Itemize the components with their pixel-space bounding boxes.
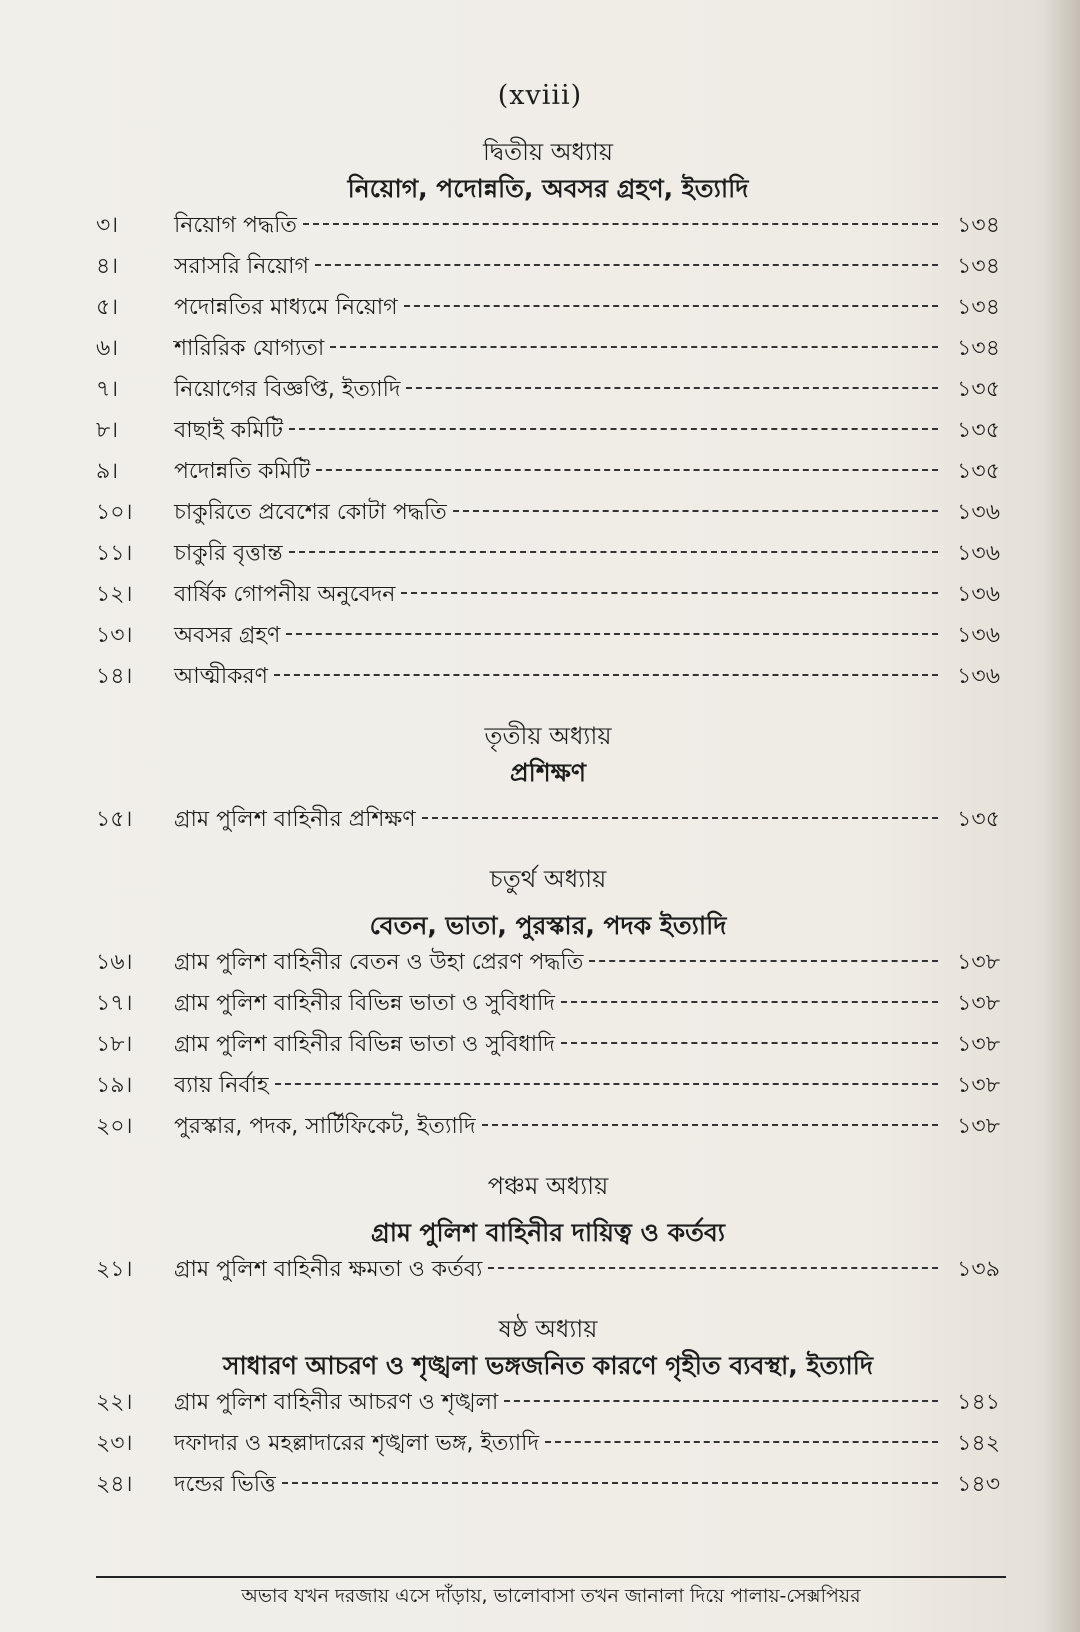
entry-title: পুরস্কার, পদক, সার্টিফিকেট, ইত্যাদি: [174, 1114, 476, 1139]
toc-entry: [96, 945, 1000, 986]
entry-page: ১৩৮: [957, 1073, 1000, 1098]
dotted-leader: [275, 1083, 938, 1085]
chapter-section: [96, 1168, 1000, 1293]
chapter-heading: পঞ্চম অধ্যায়: [487, 1172, 609, 1200]
entry-number: ২০।: [96, 1114, 133, 1139]
entry-number: ১৬।: [96, 950, 133, 975]
entry-number: ২২।: [96, 1390, 133, 1415]
entry-page: ১৪২: [957, 1431, 1000, 1456]
dotted-leader: [316, 469, 938, 471]
entry-number: ১৭।: [96, 991, 133, 1016]
entry-number: ৭।: [96, 377, 119, 402]
toc-entry: [96, 1068, 1000, 1109]
entry-page: ১৩৮: [957, 1032, 1000, 1057]
toc-entry: [96, 1027, 1000, 1068]
entry-title: শারিরিক যোগ্যতা: [174, 336, 325, 361]
entry-number: ২৩।: [96, 1431, 133, 1456]
entry-title: পদোন্নতি কমিটি: [174, 459, 311, 484]
entry-page: ১৩৫: [957, 459, 1000, 484]
dotted-leader: [401, 592, 938, 594]
dotted-leader: [488, 1267, 938, 1269]
toc-entry: [96, 331, 1000, 372]
dotted-leader: [303, 223, 938, 225]
dotted-leader: [545, 1441, 938, 1443]
entry-title: দন্ডের ভিত্তি: [174, 1472, 276, 1497]
entry-title: আত্মীকরণ: [174, 664, 268, 689]
entry-title: বার্ষিক গোপনীয় অনুবেদন: [174, 582, 396, 607]
entry-number: ২১।: [96, 1257, 133, 1282]
entry-title: সরাসরি নিয়োগ: [174, 254, 309, 279]
entry-title: চাকুরিতে প্রবেশের কোটা পদ্ধতি: [174, 500, 447, 525]
dotted-leader: [561, 1042, 938, 1044]
dotted-leader: [406, 387, 938, 389]
entry-number: ৯।: [96, 459, 119, 484]
dotted-leader: [453, 510, 938, 512]
toc-entry: [96, 1385, 1000, 1426]
page-number: (xviii): [497, 80, 583, 111]
entry-number: ৩।: [96, 213, 119, 238]
entry-page: ১৪৩: [957, 1472, 1000, 1497]
toc-entry: [96, 249, 1000, 290]
entry-title: নিয়োগের বিজ্ঞপ্তি, ইত্যাদি: [174, 377, 401, 402]
entry-title: গ্রাম পুলিশ বাহিনীর প্রশিক্ষণ: [174, 807, 416, 832]
toc-entry: [96, 577, 1000, 618]
entry-title: ব্যায় নির্বাহ: [174, 1073, 269, 1098]
toc-entry: [96, 536, 1000, 577]
dotted-leader: [330, 346, 938, 348]
toc-entry: [96, 986, 1000, 1027]
entry-page: ১৩৪: [957, 336, 1000, 361]
chapter-section: [96, 861, 1000, 1150]
chapter-subtitle: গ্রাম পুলিশ বাহিনীর দায়িত্ব ও কর্তব্য: [370, 1218, 726, 1247]
dotted-leader: [504, 1400, 938, 1402]
entry-title: দফাদার ও মহল্লাদারের শৃঙ্খলা ভঙ্গ, ইত্যাদি: [174, 1431, 540, 1456]
dotted-leader: [274, 674, 938, 676]
toc-entry: [96, 1467, 1000, 1508]
toc-entry: [96, 659, 1000, 700]
entry-title: গ্রাম পুলিশ বাহিনীর বিভিন্ন ভাতা ও সুবিধাদি: [174, 991, 555, 1016]
dotted-leader: [289, 428, 938, 430]
entry-page: ১৪১: [957, 1390, 1000, 1415]
dotted-leader: [561, 1001, 938, 1003]
toc-entry: [96, 495, 1000, 536]
entry-page: ১৩৪: [957, 295, 1000, 320]
page-edge-shadow: [1040, 0, 1080, 1632]
table-of-contents: [96, 134, 1000, 1508]
entry-page: ১৩৪: [957, 213, 1000, 238]
dotted-leader: [589, 960, 938, 962]
entry-page: ১৩৬: [957, 500, 1000, 525]
entry-number: ৬।: [96, 336, 119, 361]
chapter-subtitle: নিয়োগ, পদোন্নতি, অবসর গ্রহণ, ইত্যাদি: [347, 174, 749, 203]
chapter-section: [96, 1311, 1000, 1508]
entry-number: ১০।: [96, 500, 133, 525]
entry-number: ১৫।: [96, 807, 133, 832]
entry-number: ১২।: [96, 582, 133, 607]
entry-number: ২৪।: [96, 1472, 133, 1497]
entry-title: নিয়োগ পদ্ধতি: [174, 213, 297, 238]
chapter-heading: তৃতীয় অধ্যায়: [484, 722, 612, 750]
entry-title: গ্রাম পুলিশ বাহিনীর আচরণ ও শৃঙ্খলা: [174, 1390, 499, 1415]
chapter-section: [96, 718, 1000, 843]
entry-page: ১৩৬: [957, 541, 1000, 566]
dotted-leader: [482, 1124, 938, 1126]
entry-page: ১৩৮: [957, 991, 1000, 1016]
toc-entry: [96, 290, 1000, 331]
entry-number: ১৮।: [96, 1032, 133, 1057]
toc-entry: [96, 618, 1000, 659]
entry-title: চাকুরি বৃত্তান্ত: [174, 541, 283, 566]
entry-title: গ্রাম পুলিশ বাহিনীর বেতন ও উহা প্রেরণ পদ্ধতি: [174, 950, 584, 975]
dotted-leader: [404, 305, 938, 307]
dotted-leader: [315, 264, 938, 266]
footer-rule: [96, 1576, 1006, 1578]
entry-title: অবসর গ্রহণ: [174, 623, 281, 648]
entry-page: ১৩৪: [957, 254, 1000, 279]
entry-page: ১৩৬: [957, 582, 1000, 607]
toc-entry: [96, 208, 1000, 249]
entry-title: গ্রাম পুলিশ বাহিনীর ক্ষমতা ও কর্তব্য: [174, 1257, 483, 1282]
entry-number: ১৩।: [96, 623, 133, 648]
entry-title: পদোন্নতির মাধ্যমে নিয়োগ: [174, 295, 398, 320]
entry-page: ১৩৬: [957, 623, 1000, 648]
entry-page: ১৩৯: [957, 1257, 1000, 1282]
chapter-subtitle: সাধারণ আচরণ ও শৃঙ্খলা ভঙ্গজনিত কারণে গৃহীত ব্যবস্থা, ইত্যাদি: [222, 1351, 874, 1380]
toc-entry: [96, 1426, 1000, 1467]
toc-entry: [96, 454, 1000, 495]
toc-entry: [96, 1109, 1000, 1150]
toc-entry: [96, 413, 1000, 454]
dotted-leader: [282, 1482, 938, 1484]
dotted-leader: [422, 817, 938, 819]
chapter-heading: দ্বিতীয় অধ্যায়: [482, 138, 614, 166]
toc-entry: [96, 1252, 1000, 1293]
chapter-heading: ষষ্ঠ অধ্যায়: [498, 1315, 598, 1343]
entry-page: ১৩৫: [957, 807, 1000, 832]
dotted-leader: [286, 633, 938, 635]
entry-title: গ্রাম পুলিশ বাহিনীর বিভিন্ন ভাতা ও সুবিধাদি: [174, 1032, 555, 1057]
entry-number: ১৯।: [96, 1073, 133, 1098]
entry-number: ৮।: [96, 418, 119, 443]
chapter-heading: চতুর্থ অধ্যায়: [489, 865, 607, 893]
entry-page: ১৩৫: [957, 418, 1000, 443]
chapter-subtitle: বেতন, ভাতা, পুরস্কার, পদক ইত্যাদি: [369, 911, 727, 940]
entry-number: ৫।: [96, 295, 119, 320]
entry-page: ১৩৮: [957, 1114, 1000, 1139]
entry-page: ১৩৬: [957, 664, 1000, 689]
footer-quote: অভাব যখন দরজায় এসে দাঁড়ায়, ভালোবাসা তখন জানালা দিয়ে পালায়-সেক্সপিয়র: [241, 1585, 861, 1607]
entry-page: ১৩৫: [957, 377, 1000, 402]
entry-number: ৪।: [96, 254, 119, 279]
entry-title: বাছাই কমিটি: [174, 418, 283, 443]
entry-page: ১৩৮: [957, 950, 1000, 975]
entry-number: ১৪।: [96, 664, 133, 689]
entry-number: ১১।: [96, 541, 133, 566]
toc-entry: [96, 802, 1000, 843]
toc-entry: [96, 372, 1000, 413]
dotted-leader: [289, 551, 938, 553]
chapter-section: [96, 134, 1000, 700]
chapter-subtitle: প্রশিক্ষণ: [510, 758, 586, 787]
